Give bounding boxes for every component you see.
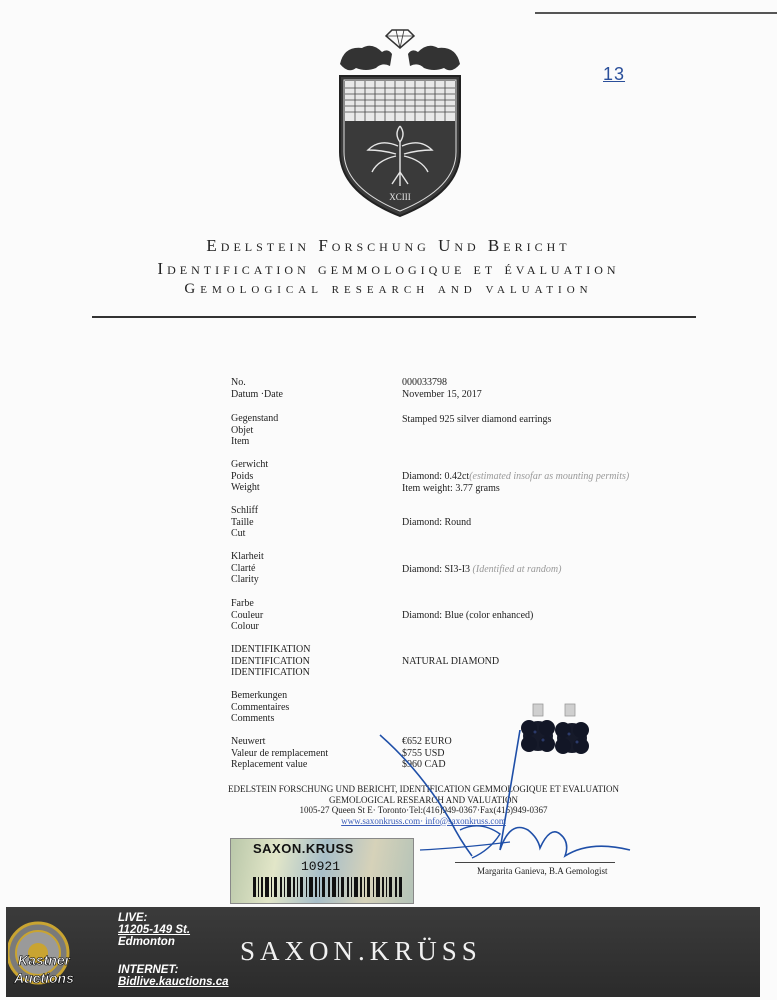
value-diamond-carat: Diamond: 0.42ct [402, 471, 470, 482]
label-weight-en: Weight [231, 482, 260, 494]
internet-label: INTERNET: [118, 964, 179, 976]
label-cut-de: Schliff [231, 505, 259, 516]
labels-colour [231, 598, 263, 633]
values-item [402, 414, 551, 426]
live-label: LIVE: [118, 912, 148, 924]
live-city: Edmonton [118, 936, 175, 948]
label-colour-en: Colour [231, 621, 259, 633]
label-cut-fr: Taille [231, 516, 254, 528]
value-identification: NATURAL DIAMOND [402, 656, 500, 667]
label-item-en: Item [231, 436, 250, 448]
heading-english: Gemological research and valuation [184, 281, 593, 297]
values-colour [402, 610, 533, 622]
value-diamond-weight [402, 471, 629, 483]
label-number: No. [231, 377, 246, 388]
labels-number-date [231, 377, 283, 400]
value-item: Stamped 925 silver diamond earrings [402, 414, 552, 425]
internet-bidding [118, 964, 229, 988]
values-cut [402, 517, 471, 529]
page-number: 13 [603, 64, 626, 84]
label-clarity-fr: Clarté [231, 562, 256, 574]
label-identification-de: IDENTIFIKATION [231, 644, 311, 655]
label-colour-fr: Couleur [231, 609, 264, 621]
hologram-serial: 10921 [301, 859, 341, 874]
value-date: November 15, 2017 [402, 388, 482, 400]
value-item-weight: Item weight: 3.77 grams [402, 482, 500, 494]
value-clarity: Diamond: SI3-I3 [402, 564, 471, 575]
brand-name: SAXON.KRÜSS [240, 936, 482, 966]
heading-rule [92, 316, 696, 318]
live-address: 11205-149 St. [118, 924, 191, 936]
values-number-date [402, 377, 482, 400]
label-identification-fr: IDENTIFICATION [231, 655, 310, 667]
weight-note: (estimated insofar as mounting permits) [469, 471, 630, 482]
label-comments-en: Comments [231, 713, 275, 725]
label-item-de: Gegenstand [231, 413, 279, 424]
value-cut: Diamond: Round [402, 517, 472, 528]
auction-house-logo [8, 913, 112, 993]
label-cut-en: Cut [231, 528, 246, 540]
label-identification-en: IDENTIFICATION [231, 667, 310, 679]
value-colour: Diamond: Blue (color enhanced) [402, 610, 534, 621]
labels-clarity [231, 551, 264, 586]
gemologist-name: Margarita Ganieva, B.A Gemologist [477, 866, 608, 876]
label-value-de: Neuwert [231, 736, 266, 747]
crest-emblem [330, 22, 470, 222]
footer-address: 1005-27 Queen St E· Toronto·Tel:(416)949-0367·Fax(416)949-0367 [299, 805, 548, 815]
clarity-note: (Identified at random) [472, 564, 562, 575]
values-clarity [402, 564, 561, 576]
barcode-icon [253, 877, 403, 897]
labels-cut [231, 505, 258, 540]
footer-web-link[interactable]: www.saxonkruss.com· info@saxonkruss.com [341, 815, 506, 826]
auction-banner [6, 907, 760, 997]
labels-weight [231, 459, 268, 494]
value-usd: $755 USD [402, 747, 445, 759]
labels-item [231, 413, 278, 448]
signature-line [455, 862, 615, 863]
label-comments-fr: Commentaires [231, 701, 290, 713]
labels-identification [231, 644, 310, 679]
label-value-en: Replacement value [231, 759, 308, 771]
value-cad: $960 CAD [402, 759, 446, 771]
labels-replacement-value [231, 736, 328, 771]
hologram-sticker [230, 838, 414, 904]
label-comments-de: Bemerkungen [231, 690, 288, 701]
svg-text:Auctions: Auctions [14, 970, 74, 986]
heading-german: Edelstein Forschung Und Bericht [206, 236, 571, 255]
label-colour-de: Farbe [231, 598, 254, 609]
label-value-fr: Valeur de remplacement [231, 747, 329, 759]
heading-french: Identification gemmologique et évaluation [157, 259, 620, 278]
internet-url[interactable]: Bidlive.kauctions.ca [118, 976, 229, 988]
values-identification [402, 656, 499, 668]
top-edge-rule [535, 12, 777, 14]
label-weight-fr: Poids [231, 470, 254, 482]
footer-line-2: GEMOLOGICAL RESEARCH AND VALUATION [328, 794, 519, 805]
label-item-fr: Objet [231, 424, 254, 436]
label-weight-de: Gerwicht [231, 459, 269, 470]
svg-text:Kastner: Kastner [18, 952, 71, 968]
values-weight [402, 471, 629, 494]
label-date: Datum ·Date [231, 388, 283, 400]
value-euro: €652 EURO [402, 736, 452, 747]
label-clarity-de: Klarheit [231, 551, 264, 562]
labels-comments [231, 690, 289, 725]
svg-text:XCIII: XCIII [389, 192, 411, 202]
footer-line-1: EDELSTEIN FORSCHUNG UND BERICHT, IDENTIFICATION GEMMOLOGIQUE ET EVALUATION [228, 784, 619, 794]
value-number: 000033798 [402, 377, 447, 388]
hologram-title: SAXON.KRUSS [253, 841, 354, 856]
live-location [118, 912, 190, 948]
label-clarity-en: Clarity [231, 574, 259, 586]
